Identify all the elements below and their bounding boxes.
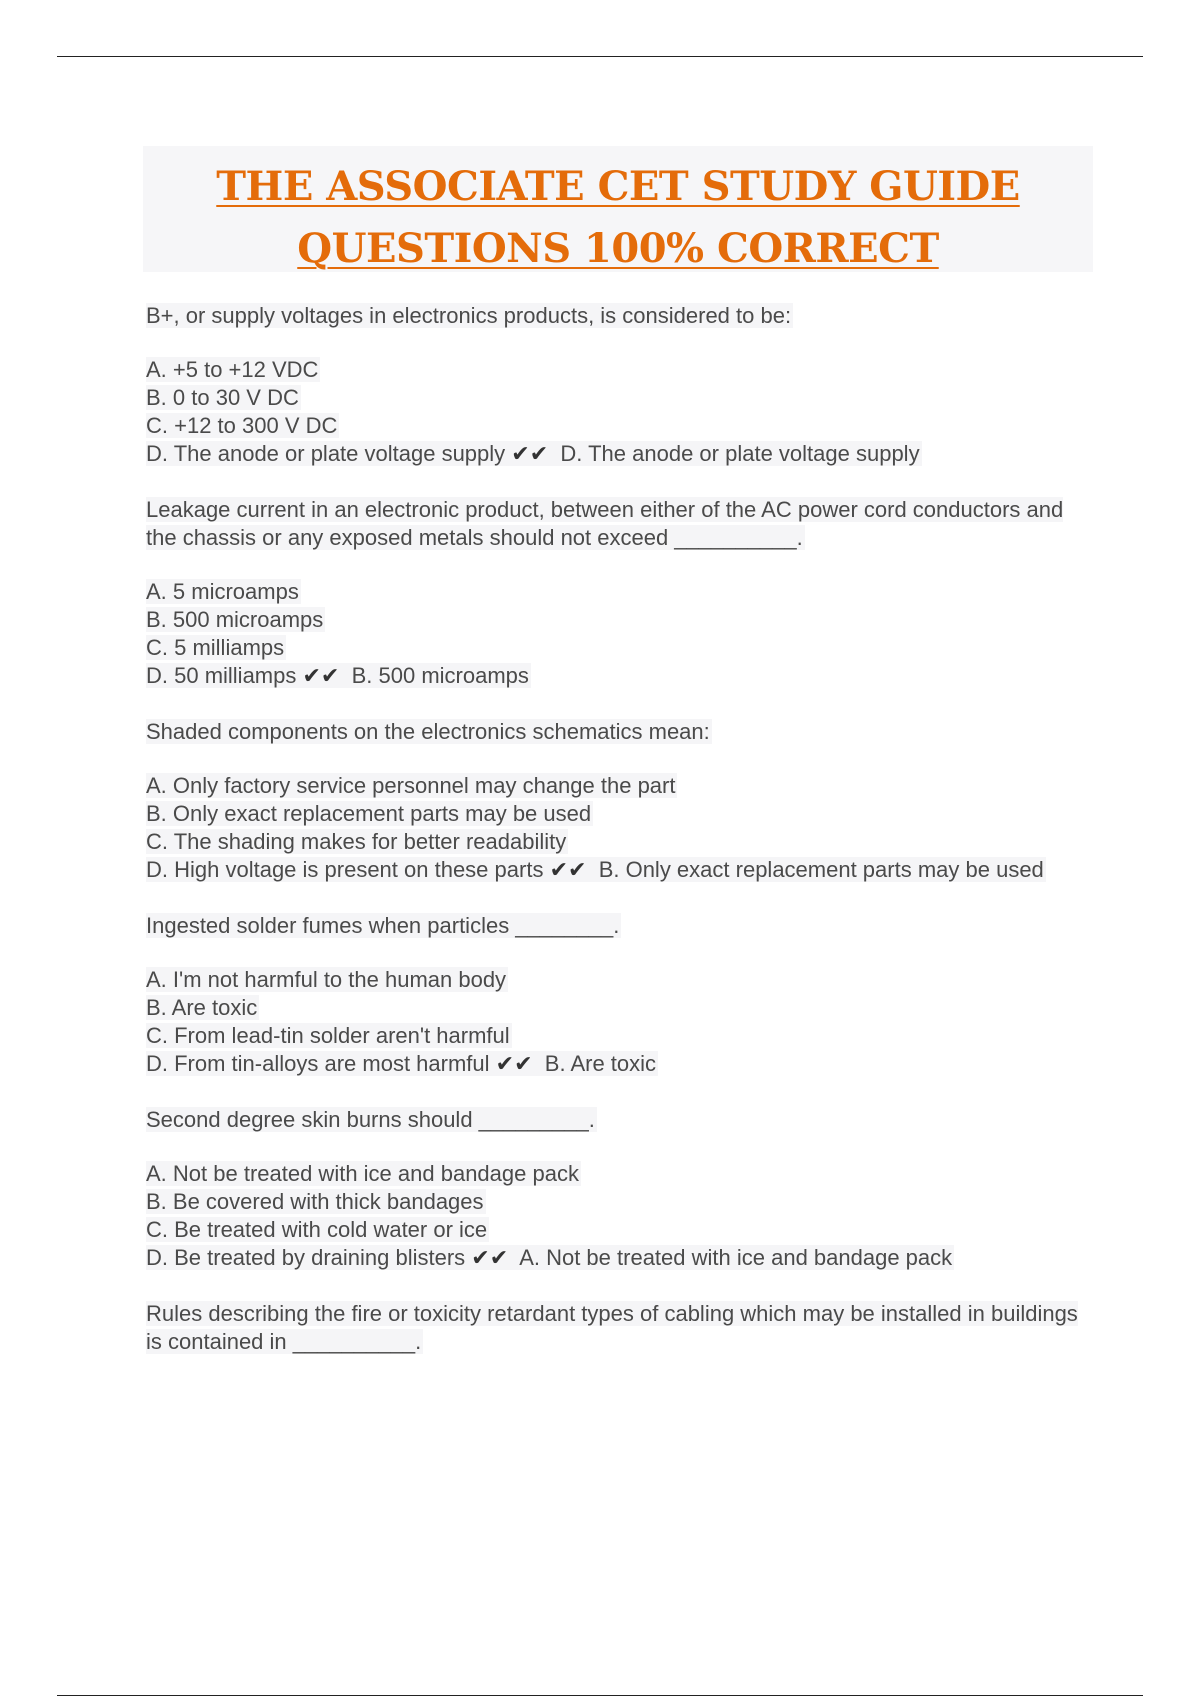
question-stem: Leakage current in an electronic product, between either of the AC power cord conductors and the chassis or any exposed metals should not exceed __________. xyxy=(146,497,1064,550)
check-mark-icon: ✔✔ xyxy=(471,1245,509,1270)
option: B. 500 microamps xyxy=(146,607,324,632)
question-block xyxy=(146,718,1096,884)
answer: B. Are toxic xyxy=(544,1051,657,1076)
question-stem: Shaded components on the electronics schematics mean: xyxy=(146,719,710,744)
check-mark-icon: ✔✔ xyxy=(549,857,587,882)
option-list xyxy=(146,772,1096,884)
option: D. From tin-alloys are most harmful xyxy=(146,1051,490,1076)
option: D. 50 milliamps xyxy=(146,663,297,688)
title-line-2: QUESTIONS 100% CORRECT xyxy=(297,225,939,272)
option: A. I'm not harmful to the human body xyxy=(146,967,507,992)
option-with-answer xyxy=(146,856,1096,884)
question-stem: Rules describing the fire or toxicity retardant types of cabling which may be installed in buildings is contained in __________. xyxy=(146,1301,1078,1354)
title-line-1: THE ASSOCIATE CET STUDY GUIDE xyxy=(216,163,1020,210)
option: B. Only exact replacement parts may be used xyxy=(146,801,592,826)
option-with-answer xyxy=(146,662,1096,690)
document-title xyxy=(143,146,1093,272)
option: A. +5 to +12 VDC xyxy=(146,357,319,382)
option: A. Only factory service personnel may change the part xyxy=(146,773,676,798)
option: B. 0 to 30 V DC xyxy=(146,385,299,410)
option: A. 5 microamps xyxy=(146,579,299,604)
answer: D. The anode or plate voltage supply xyxy=(560,441,920,466)
question-stem: B+, or supply voltages in electronics products, is considered to be: xyxy=(146,303,792,328)
question-block xyxy=(146,496,1096,690)
option: C. +12 to 300 V DC xyxy=(146,413,338,438)
option-with-answer xyxy=(146,440,1096,468)
question-block xyxy=(146,1300,1096,1356)
option: C. Be treated with cold water or ice xyxy=(146,1217,488,1242)
option: B. Be covered with thick bandages xyxy=(146,1189,484,1214)
top-rule xyxy=(57,56,1143,57)
check-mark-icon: ✔✔ xyxy=(495,1051,533,1076)
option: A. Not be treated with ice and bandage pack xyxy=(146,1161,579,1186)
option-list xyxy=(146,578,1096,690)
answer: B. Only exact replacement parts may be used xyxy=(598,857,1044,882)
option-list xyxy=(146,966,1096,1078)
option: D. High voltage is present on these parts xyxy=(146,857,544,882)
question-block xyxy=(146,302,1096,468)
bottom-rule xyxy=(57,1695,1143,1696)
answer: B. 500 microamps xyxy=(351,663,529,688)
check-mark-icon: ✔✔ xyxy=(511,441,549,466)
option: D. Be treated by draining blisters xyxy=(146,1245,466,1270)
option: C. The shading makes for better readability xyxy=(146,829,567,854)
question-list xyxy=(146,302,1096,1384)
option: C. From lead-tin solder aren't harmful xyxy=(146,1023,510,1048)
check-mark-icon: ✔✔ xyxy=(302,663,340,688)
question-block xyxy=(146,912,1096,1078)
question-stem: Second degree skin burns should _________. xyxy=(146,1107,595,1132)
question-block xyxy=(146,1106,1096,1272)
option-with-answer xyxy=(146,1050,1096,1078)
answer: A. Not be treated with ice and bandage pack xyxy=(519,1245,953,1270)
option: C. 5 milliamps xyxy=(146,635,285,660)
option-with-answer xyxy=(146,1244,1096,1272)
option: D. The anode or plate voltage supply xyxy=(146,441,506,466)
option-list xyxy=(146,1160,1096,1272)
question-stem: Ingested solder fumes when particles ________. xyxy=(146,913,620,938)
option-list xyxy=(146,356,1096,468)
option: B. Are toxic xyxy=(146,995,258,1020)
